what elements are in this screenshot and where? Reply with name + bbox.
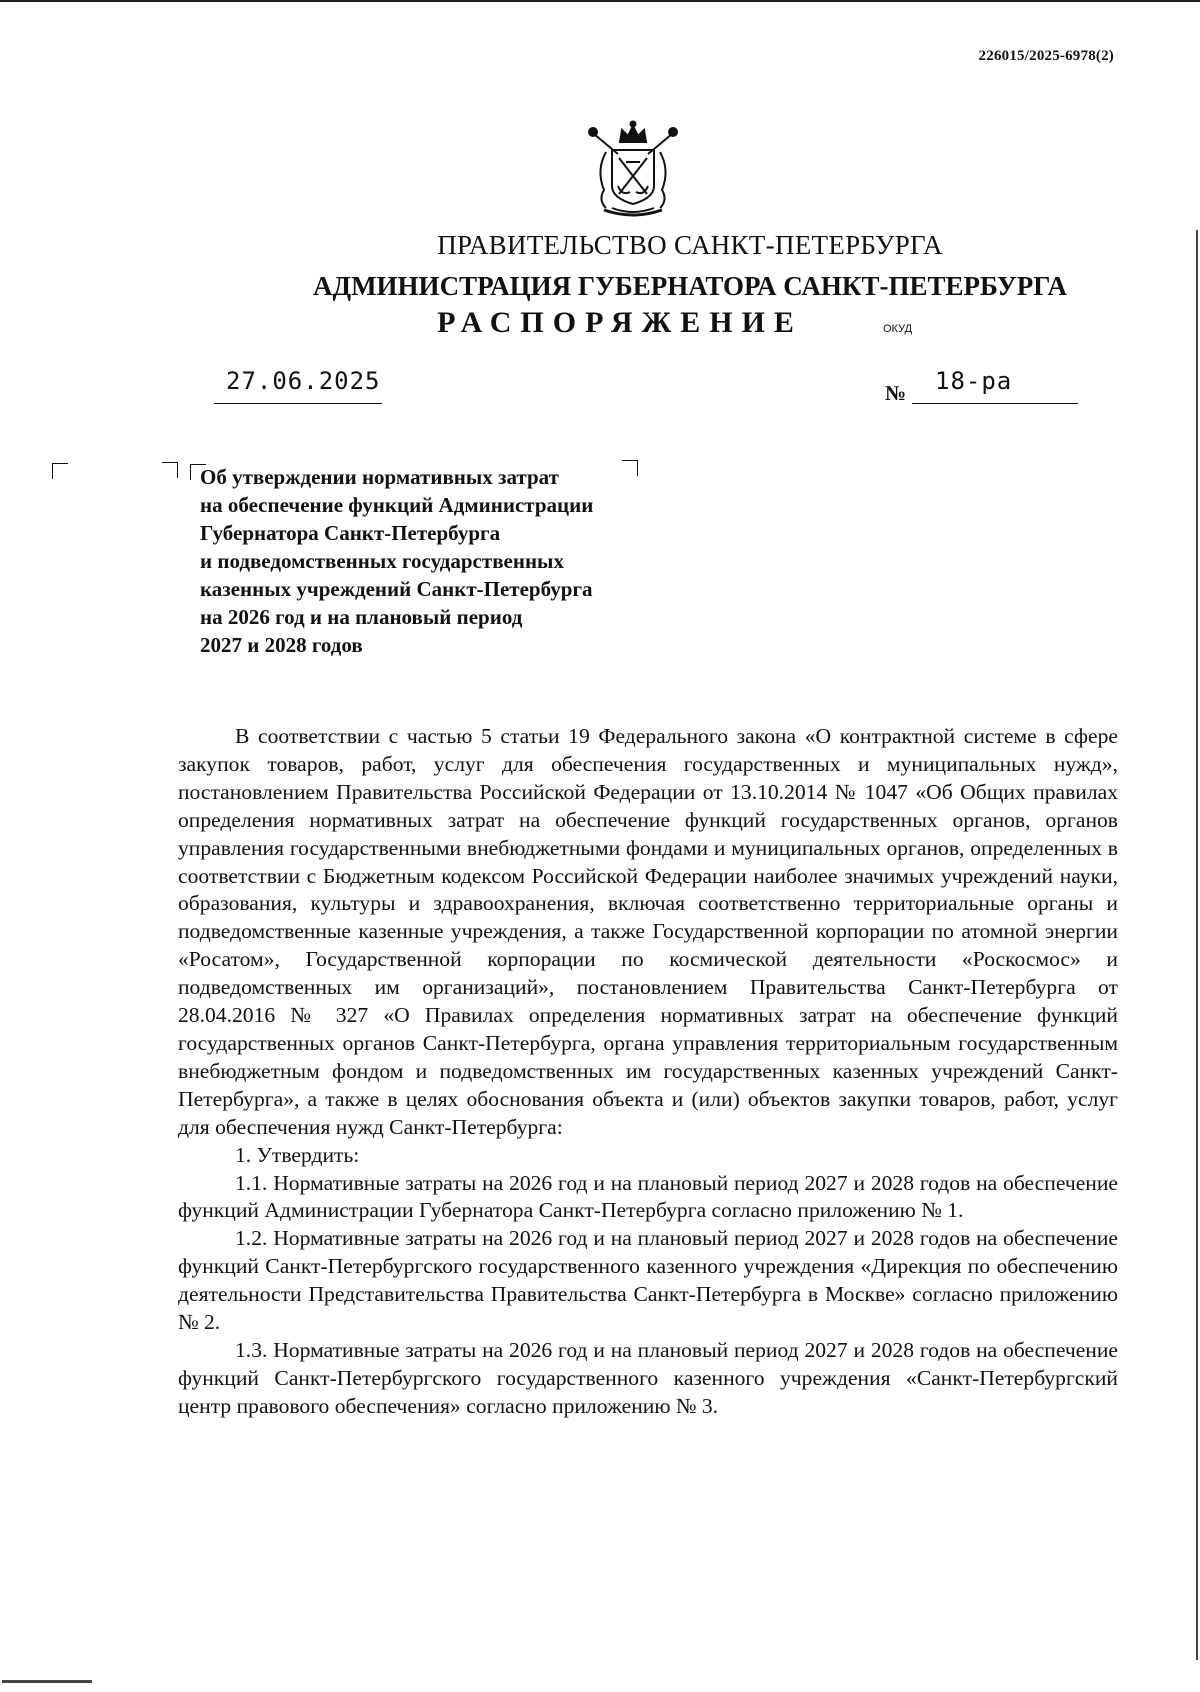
clause-paragraph: 1.3. Нормативные затраты на 2026 год и на плановый период 2027 и 2028 годов на обеспечение функций Санкт-Петербургского государственного казенного учреждения «Санкт-Петербургский центр правового обеспечения» согласно приложению № 3. — [178, 1337, 1118, 1418]
preamble-paragraph: В соответствии с частью 5 статьи 19 Федерального закона «О контрактной системе в сфере закупок товаров, работ, услуг для обеспечения государственных и муниципальных нужд», постановлением Правительства Российской Федерации от 13.10.2014 № 1047 «Об Общих правилах определения нормативных затрат на обеспечение функций государственных органов, органов управления государственными внебюджетными фондами и муниципальных органов, определенных в соответствии с Бюджетным кодексом Российской Федерации наиболее значимых учреждений науки, образования, культуры и здравоохранения, включая соответственно территориальные органы и подведомственные казенные учреждения, а также Государственной корпорации по атомной энергии «Росатом», Государственной корпорации по космической деятельности «Роскосмос» и подведомственных им организаций», постановлением Правительства Санкт-Петербурга от 28.04.2016 № 327 «О Правилах определения нормативных затрат на обеспечение функций государственных органов Санкт-Петербурга, органа управления территориальным государственным внебюджетным фондом и подведомственных им государственных казенных учреждений Санкт-Петербурга», а также в целях обоснования объекта и (или) объектов закупки товаров, работ, услуг для обеспечения нужд Санкт-Петербурга: — [178, 724, 1118, 1139]
title-line: Об утверждении нормативных затрат — [200, 465, 559, 489]
registration-number: 226015/2025-6978(2) — [978, 48, 1114, 64]
title-line: Губернатора Санкт-Петербурга — [200, 521, 501, 545]
title-line: на обеспечение функций Администрации — [200, 493, 594, 517]
clause-paragraph: 1. Утвердить: — [235, 1142, 360, 1167]
document-title — [200, 463, 700, 659]
document-type-heading: РАСПОРЯЖЕНИЕ — [437, 306, 803, 339]
number-sign: № — [885, 381, 907, 405]
administration-heading: АДМИНИСТРАЦИЯ ГУБЕРНАТОРА САНКТ-ПЕТЕРБУРГА — [313, 271, 1067, 301]
title-line: на 2026 год и на плановый период — [200, 605, 523, 629]
document-number: 18-ра — [935, 367, 1013, 395]
title-line: казенных учреждений Санкт-Петербурга — [200, 577, 593, 601]
document-date: 27.06.2025 — [226, 367, 381, 395]
government-heading: ПРАВИТЕЛЬСТВО САНКТ-ПЕТЕРБУРГА — [437, 230, 943, 260]
scan-edge-top — [0, 0, 1200, 2]
title-line: и подведомственных государственных — [200, 549, 564, 573]
scan-edge-right — [1196, 230, 1198, 1660]
okud-label: ОКУД — [883, 323, 913, 335]
scan-edge-bottom — [2, 1680, 92, 1683]
title-line: 2027 и 2028 годов — [200, 633, 363, 657]
title-bracket-left-outer — [162, 462, 178, 478]
margin-corner-mark — [52, 463, 68, 479]
clause-paragraph: 1.1. Нормативные затраты на 2026 год и на плановый период 2027 и 2028 годов на обеспечение функций Администрации Губернатора Санкт-Петербурга согласно приложению № 1. — [178, 1170, 1118, 1223]
number-underline — [912, 403, 1078, 404]
date-underline — [214, 403, 382, 404]
clause-paragraph: 1.2. Нормативные затраты на 2026 год и на плановый период 2027 и 2028 годов на обеспечение функций Санкт-Петербургского государственного казенного учреждения «Дирекция по обеспечению деятельности Представительства Правительства Санкт-Петербурга в Москве» согласно приложению № 2. — [178, 1226, 1118, 1335]
coat-of-arms-icon — [582, 120, 684, 220]
document-body — [178, 723, 1118, 1421]
